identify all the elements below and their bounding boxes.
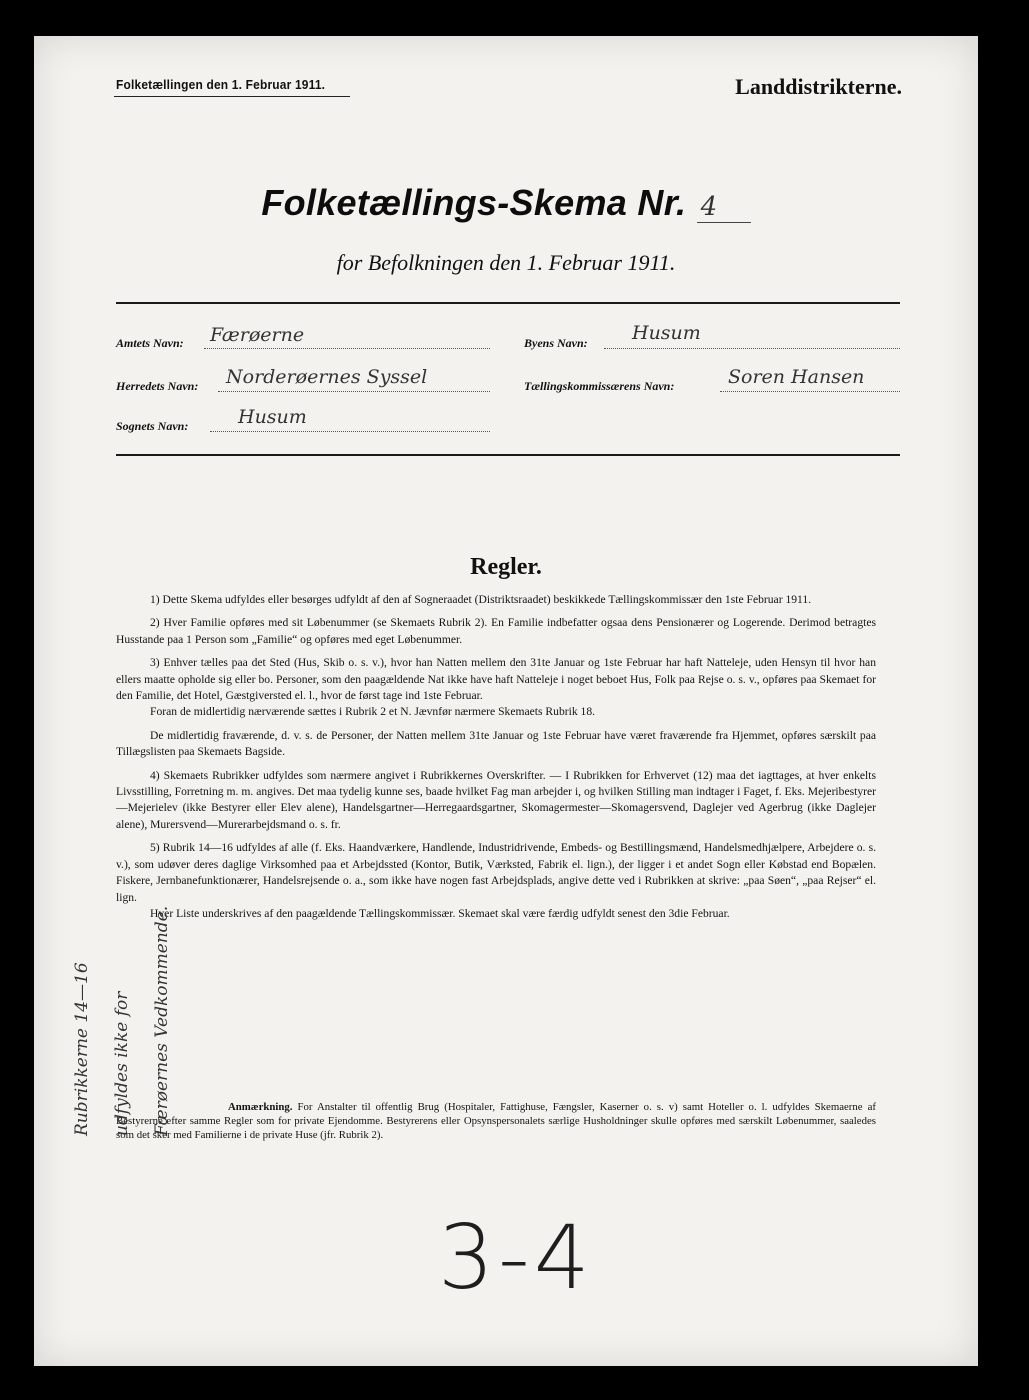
remark-label: Anmærkning. xyxy=(228,1101,293,1113)
handwritten-sheet-number: 3-4 xyxy=(438,1206,594,1309)
kommissaer-value: Soren Hansen xyxy=(728,366,865,388)
by-line xyxy=(604,347,900,349)
sogn-label: Sognets Navn: xyxy=(116,419,189,433)
census-form-page xyxy=(34,36,978,1366)
herred-value: Norderøernes Syssel xyxy=(226,366,428,388)
remark-text: For Anstalter til offentlig Brug (Hospitaler, Fattighuse, Fængsler, Kaserner o. s. v) samt Hoteller o. l. udfyldes Skemaerne af Bestyrerne efter samme Regler som for private Ejendomme. Bestyrerens eller Opsynspersonalets særlige Husholdninger skulle opføres med særskilt Løbenummer, saaledes som det sker med Familierne i de private Huse (jfr. Rubrik 2). xyxy=(116,1101,876,1141)
by-label: Byens Navn: xyxy=(524,336,588,350)
margin-handwritten-note xyxy=(62,906,182,1136)
rule-5-cont: Hver Liste underskrives af den paagældende Tællingskommissær. Skemaet skal være færdig udfyldt senest den 3die Februar. xyxy=(150,906,730,920)
remark xyxy=(116,1100,876,1142)
rule-3-cont-a: Foran de midlertidig nærværende sættes i Rubrik 2 et N. Jævnfør nærmere Skemaets Rubrik 18. xyxy=(150,705,596,719)
margin-note-line-3: Færøernes Vedkommende. xyxy=(152,905,172,1136)
rules-heading: Regler. xyxy=(470,554,542,580)
rule-1: 1) Dette Skema udfyldes eller besørges udfyldt af den af Sogneraadet (Distriktsraadet) beskikkede Tællingskommissær den 1ste Februar 1911. xyxy=(150,593,812,606)
rules-body xyxy=(116,592,876,929)
form-title-text: Folketællings-Skema Nr. xyxy=(261,182,687,223)
amt-line xyxy=(204,347,490,349)
amt-value: Færøerne xyxy=(210,324,305,346)
bottom-rule xyxy=(116,454,900,456)
sogn-value: Husum xyxy=(238,406,307,428)
form-subtitle: for Befolkningen den 1. Februar 1911. xyxy=(336,250,676,275)
rule-3-cont-b: De midlertidig fraværende, d. v. s. de Personer, der Natten mellem 31te Januar og 1ste Februar have været fraværende fra Hjemmet, opføres særskilt paa Tillægslisten paa Skemaets Bagside. xyxy=(116,728,876,759)
header-district-type: Landdistrikterne. xyxy=(735,74,902,99)
rule-3: 3) Enhver tælles paa det Sted (Hus, Skib o. s. v.), hvor han Natten mellem den 31te Januar og 1ste Februar har haft Natteleje, uden Hensyn til hvor han ellers maatte opholde sig eller bo. Personer, som den paagældende Nat ikke have haft Natteleje i noget beboet Hus, Folk paa Rejse o. s. v., opføres paa Skemaet for den Familie, det Hotel, Gæstgiversted el. l., hvor de først tage ind 1ste Februar. xyxy=(116,656,876,703)
margin-note-line-2: udfyldes ikke for xyxy=(112,991,132,1136)
herred-label: Herredets Navn: xyxy=(116,379,199,393)
rule-5: 5) Rubrik 14—16 udfyldes af alle (f. Eks. Haandværkere, Handlende, Industridrivende, Embeds- og Bestillingsmænd, Handelsmedhjælpere, Arbejdere o. s. v.), som udøver deres daglige Virksomhed paa et Arbejdssted (Kontor, Butik, Værksted, Fabrik el. lign.), der ligger i et andet Sogn eller Købstad end Bopælen. Fiskere, Jernbanefunktionærer, Handelsrejsende o. a., som ikke have nogen fast Arbejdsplads, angive dette ved i Rubrikken at skrive: „paa Søen“, „paa Rejser“ el. lign. xyxy=(116,841,876,904)
header-census-date: Folketællingen den 1. Februar 1911. xyxy=(116,77,326,92)
rule-2: 2) Hver Familie opføres med sit Løbenummer (se Skemaets Rubrik 2). En Familie indbefatter ogsaa dens Pensionærer og Logerende. Derimod betragtes Husstande paa 1 Person som „Familie“ og opføres med eget Løbenummer. xyxy=(116,616,876,646)
form-title xyxy=(34,182,978,224)
kommissaer-line xyxy=(720,390,900,392)
sogn-line xyxy=(210,430,490,432)
amt-label: Amtets Navn: xyxy=(116,336,184,350)
form-number: 4 xyxy=(697,192,751,223)
margin-note-line-1: Rubrikkerne 14—16 xyxy=(72,962,92,1136)
kommissaer-label: Tællingskommissærens Navn: xyxy=(524,379,675,393)
herred-line xyxy=(218,390,490,392)
top-rule xyxy=(116,302,900,304)
by-value: Husum xyxy=(632,322,701,344)
header-underline xyxy=(114,96,350,97)
rule-4: 4) Skemaets Rubrikker udfyldes som nærmere angivet i Rubrikkernes Overskrifter. — I Rubrikken for Erhvervet (12) maa det iagttages, at hver enkelts Livsstilling, Forretning m. m. angives. Det maa tydelig kunne ses, baade hvilket Fag man arbejder i, og hvilken Stilling man indtager i Faget, f. Eks. Mejeribestyrer—Mejerielev (ikke Bestyrer eller Elev alene), Handelsgartner—Herregaardsgartner, Skomagermester—Skomagersvend, Daglejer ved Agerbrug (ikke Daglejer alene), Murersvend—Murerarbejdsmand o. s. fr. xyxy=(116,768,876,831)
